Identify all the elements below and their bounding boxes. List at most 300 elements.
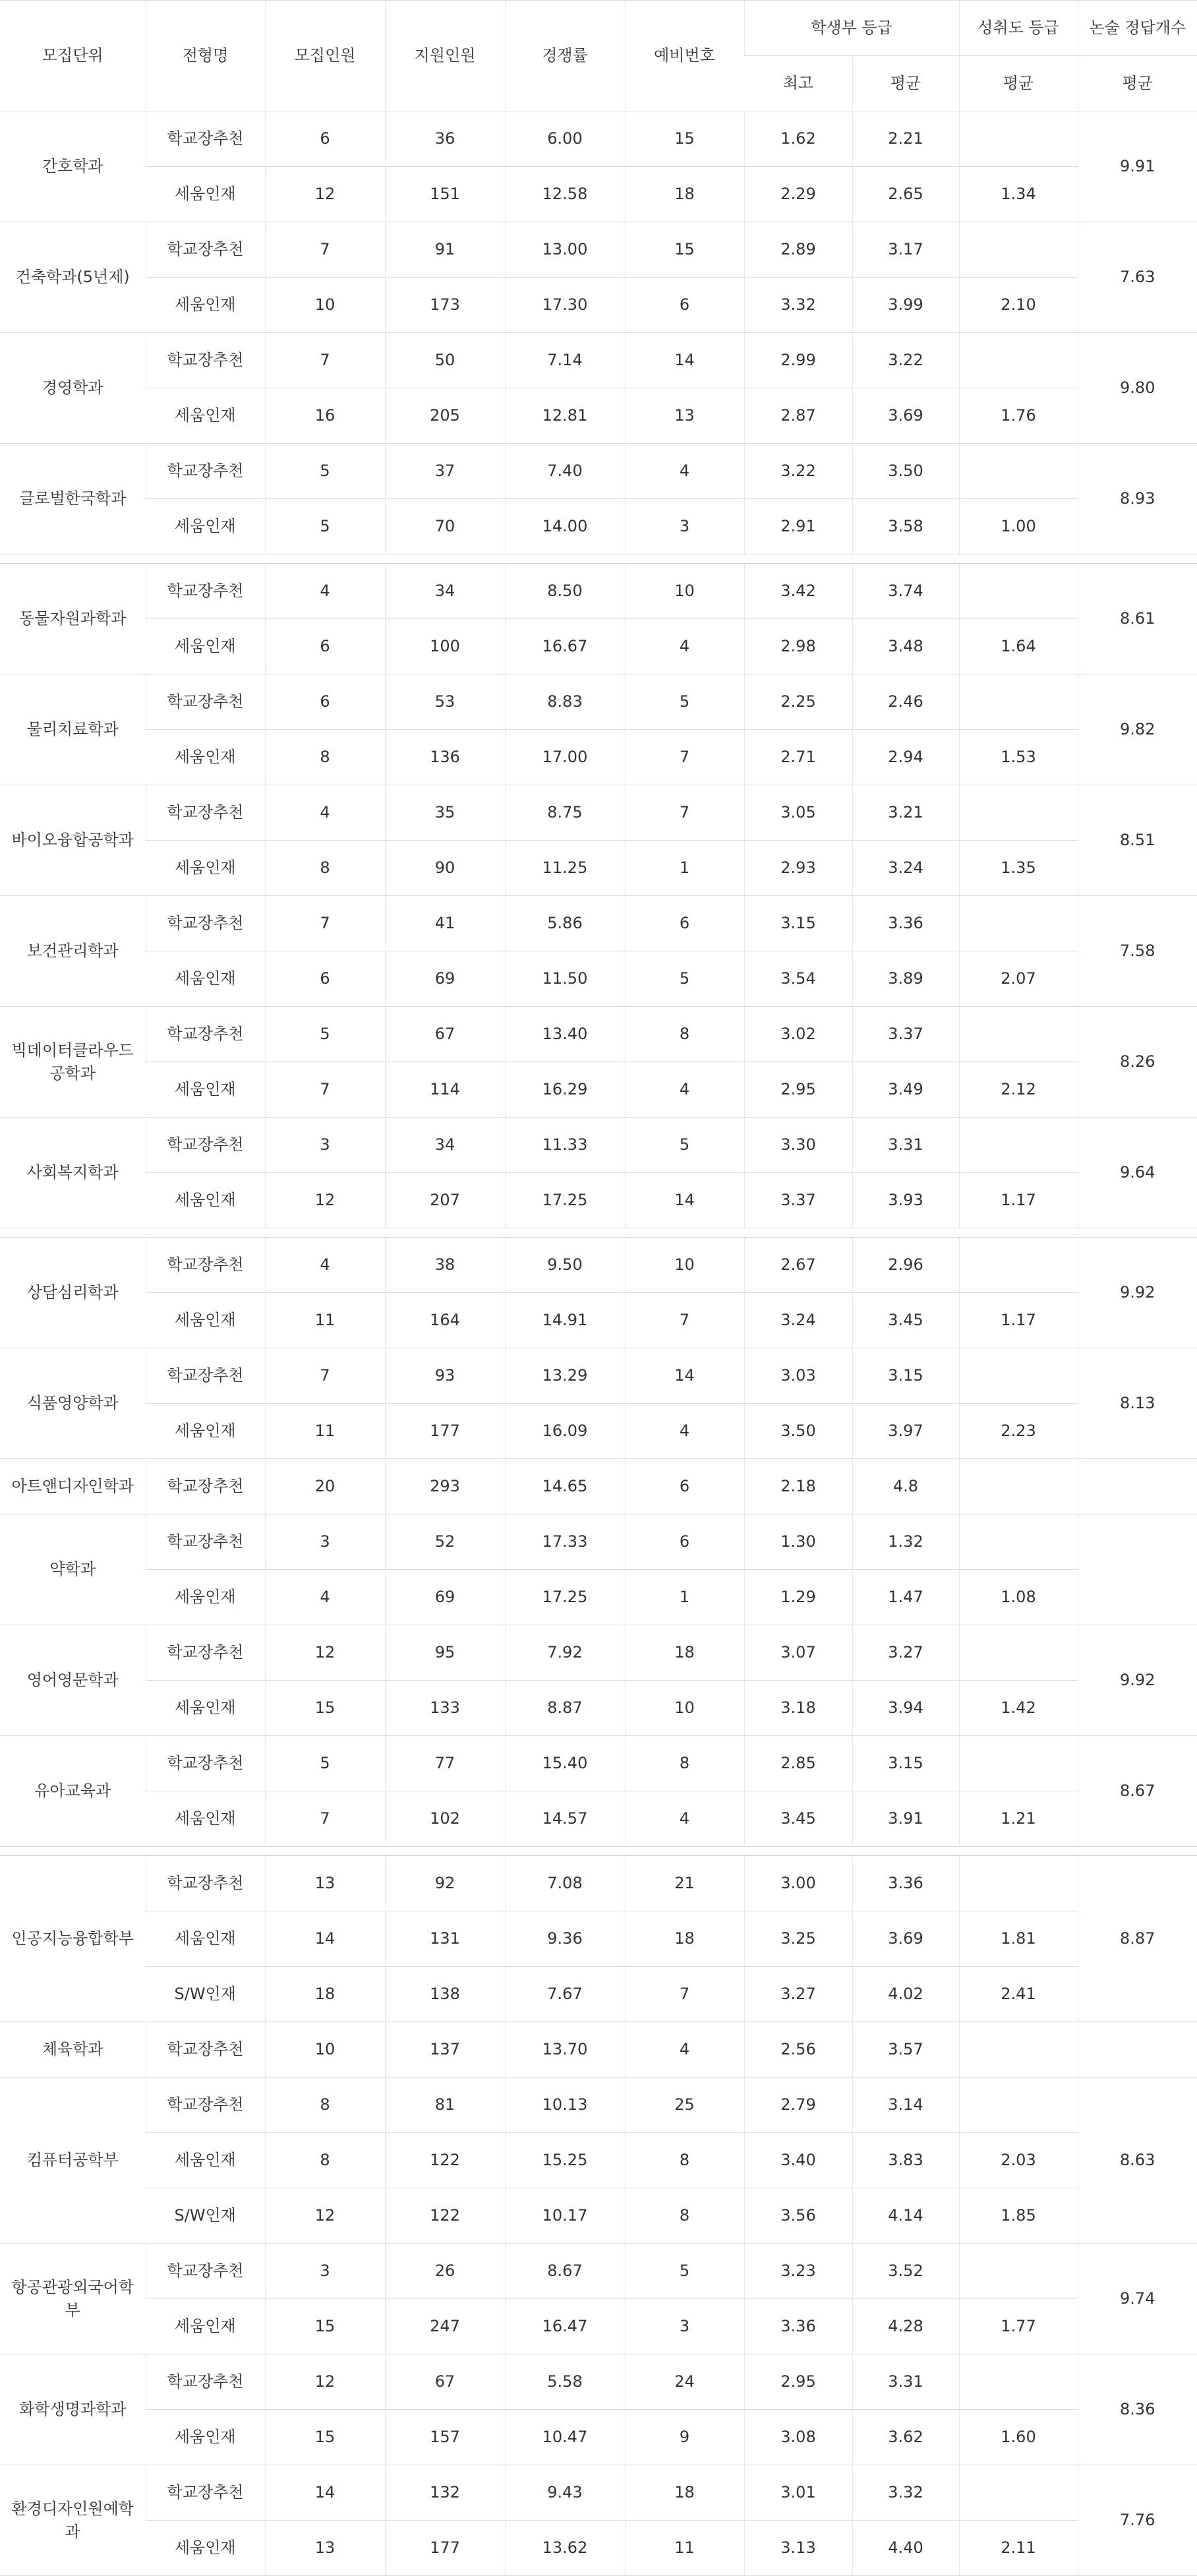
waitlist-number-cell: 4 (625, 1791, 744, 1847)
table-row (0, 1967, 1197, 2022)
competition-ratio-cell: 17.30 (505, 278, 625, 333)
quota-cell: 8 (265, 730, 385, 785)
table-row (0, 167, 1197, 222)
essay-avg-cell: 8.36 (1078, 2354, 1197, 2465)
header-grade-avg: 평균 (852, 56, 959, 111)
waitlist-number-cell: 8 (625, 1736, 744, 1791)
essay-avg-cell (1078, 1514, 1197, 1625)
admission-type-cell: 학교장추천 (146, 1238, 265, 1293)
waitlist-number-cell: 10 (625, 564, 744, 619)
competition-ratio-cell: 7.40 (505, 444, 625, 499)
header-competition-ratio: 경쟁률 (505, 1, 625, 111)
competition-ratio-cell: 16.47 (505, 2299, 625, 2354)
waitlist-number-cell: 1 (625, 1570, 744, 1625)
dept-name-cell: 컴퓨터공학부 (0, 2078, 146, 2244)
grade-max-cell: 3.02 (744, 1007, 852, 1062)
essay-avg-cell: 8.61 (1078, 564, 1197, 674)
applicants-cell: 38 (385, 1238, 505, 1293)
achievement-avg-cell: 1.17 (959, 1173, 1078, 1228)
dept-name-cell: 영어영문학과 (0, 1625, 146, 1736)
waitlist-number-cell: 18 (625, 2465, 744, 2521)
quota-cell: 12 (265, 2188, 385, 2244)
grade-max-cell: 3.13 (744, 2521, 852, 2576)
achievement-avg-cell (959, 564, 1078, 619)
quota-cell: 15 (265, 2299, 385, 2354)
admission-type-cell: 학교장추천 (146, 564, 265, 619)
competition-ratio-cell: 9.43 (505, 2465, 625, 2521)
competition-ratio-cell: 17.25 (505, 1570, 625, 1625)
waitlist-number-cell: 18 (625, 1625, 744, 1681)
achievement-avg-cell (959, 444, 1078, 499)
waitlist-number-cell: 7 (625, 1293, 744, 1348)
admission-type-cell: 학교장추천 (146, 111, 265, 167)
grade-max-cell: 2.95 (744, 2354, 852, 2410)
competition-ratio-cell: 15.25 (505, 2133, 625, 2188)
admission-type-cell: 학교장추천 (146, 333, 265, 388)
achievement-avg-cell (959, 1007, 1078, 1062)
competition-ratio-cell: 7.08 (505, 1856, 625, 1911)
admission-type-cell: 세움인재 (146, 2410, 265, 2465)
waitlist-number-cell: 7 (625, 785, 744, 841)
essay-avg-cell: 8.13 (1078, 1348, 1197, 1459)
grade-max-cell: 2.93 (744, 841, 852, 896)
waitlist-number-cell: 4 (625, 619, 744, 674)
admission-type-cell: 세움인재 (146, 388, 265, 444)
grade-avg-cell: 3.14 (852, 2078, 959, 2133)
admission-type-cell: 학교장추천 (146, 2354, 265, 2410)
header-school-record-grade: 학생부 등급 (744, 1, 959, 56)
achievement-avg-cell: 1.21 (959, 1791, 1078, 1847)
quota-cell: 10 (265, 278, 385, 333)
competition-ratio-cell: 16.29 (505, 1062, 625, 1118)
achievement-avg-cell (959, 674, 1078, 730)
quota-cell: 6 (265, 619, 385, 674)
waitlist-number-cell: 11 (625, 2521, 744, 2576)
grade-max-cell: 2.85 (744, 1736, 852, 1791)
admission-type-cell: 학교장추천 (146, 2078, 265, 2133)
admission-type-cell: 학교장추천 (146, 2465, 265, 2521)
grade-avg-cell: 3.62 (852, 2410, 959, 2465)
table-row (0, 2521, 1197, 2576)
grade-avg-cell: 3.94 (852, 1681, 959, 1736)
table-row (0, 730, 1197, 785)
competition-ratio-cell: 6.00 (505, 111, 625, 167)
dept-name-cell: 물리치료학과 (0, 674, 146, 785)
grade-max-cell: 3.54 (744, 951, 852, 1007)
dept-name-cell: 빅데이터클라우드공학과 (0, 1007, 146, 1118)
applicants-cell: 53 (385, 674, 505, 730)
admission-type-cell: 학교장추천 (146, 785, 265, 841)
admission-type-cell: 세움인재 (146, 1911, 265, 1967)
waitlist-number-cell: 14 (625, 1173, 744, 1228)
group-separator-cell (0, 1847, 1197, 1856)
waitlist-number-cell: 5 (625, 674, 744, 730)
grade-avg-cell: 2.94 (852, 730, 959, 785)
applicants-cell: 81 (385, 2078, 505, 2133)
waitlist-number-cell: 4 (625, 444, 744, 499)
table-row (0, 619, 1197, 674)
achievement-avg-cell (959, 1856, 1078, 1911)
applicants-cell: 93 (385, 1348, 505, 1404)
applicants-cell: 138 (385, 1967, 505, 2022)
table-row (0, 2133, 1197, 2188)
waitlist-number-cell: 5 (625, 951, 744, 1007)
grade-max-cell: 3.01 (744, 2465, 852, 2521)
admission-type-cell: 학교장추천 (146, 1625, 265, 1681)
dept-name-cell: 인공지능융합학부 (0, 1856, 146, 2022)
competition-ratio-cell: 11.25 (505, 841, 625, 896)
grade-max-cell: 3.50 (744, 1404, 852, 1459)
grade-avg-cell: 3.21 (852, 785, 959, 841)
competition-ratio-cell: 8.87 (505, 1681, 625, 1736)
dept-name-cell: 경영학과 (0, 333, 146, 444)
quota-cell: 7 (265, 333, 385, 388)
grade-max-cell: 3.32 (744, 278, 852, 333)
applicants-cell: 67 (385, 1007, 505, 1062)
applicants-cell: 102 (385, 1791, 505, 1847)
applicants-cell: 41 (385, 896, 505, 951)
competition-ratio-cell: 13.62 (505, 2521, 625, 2576)
waitlist-number-cell: 13 (625, 388, 744, 444)
applicants-cell: 133 (385, 1681, 505, 1736)
quota-cell: 4 (265, 564, 385, 619)
waitlist-number-cell: 24 (625, 2354, 744, 2410)
waitlist-number-cell: 18 (625, 167, 744, 222)
achievement-avg-cell: 1.34 (959, 167, 1078, 222)
competition-ratio-cell: 7.14 (505, 333, 625, 388)
grade-avg-cell: 3.37 (852, 1007, 959, 1062)
admission-type-cell: 학교장추천 (146, 222, 265, 278)
header-achievement-avg: 평균 (959, 56, 1078, 111)
grade-avg-cell: 3.74 (852, 564, 959, 619)
table-row (0, 1791, 1197, 1847)
table-row (0, 222, 1197, 278)
quota-cell: 8 (265, 841, 385, 896)
dept-name-cell: 간호학과 (0, 111, 146, 222)
table-row (0, 333, 1197, 388)
dept-name-cell: 바이오융합공학과 (0, 785, 146, 896)
applicants-cell: 34 (385, 1118, 505, 1173)
grade-avg-cell: 3.15 (852, 1736, 959, 1791)
achievement-avg-cell (959, 1736, 1078, 1791)
grade-avg-cell: 3.58 (852, 499, 959, 554)
quota-cell: 6 (265, 951, 385, 1007)
achievement-avg-cell: 2.41 (959, 1967, 1078, 2022)
waitlist-number-cell: 5 (625, 1118, 744, 1173)
achievement-avg-cell: 2.10 (959, 278, 1078, 333)
grade-avg-cell: 4.8 (852, 1459, 959, 1514)
table-row (0, 1736, 1197, 1791)
quota-cell: 6 (265, 111, 385, 167)
essay-avg-cell: 7.58 (1078, 896, 1197, 1007)
quota-cell: 7 (265, 896, 385, 951)
grade-max-cell: 3.18 (744, 1681, 852, 1736)
waitlist-number-cell: 3 (625, 499, 744, 554)
grade-avg-cell: 2.65 (852, 167, 959, 222)
competition-ratio-cell: 12.58 (505, 167, 625, 222)
waitlist-number-cell: 1 (625, 841, 744, 896)
grade-max-cell: 3.22 (744, 444, 852, 499)
quota-cell: 3 (265, 1514, 385, 1570)
dept-name-cell: 글로벌한국학과 (0, 444, 146, 554)
grade-avg-cell: 1.47 (852, 1570, 959, 1625)
achievement-avg-cell (959, 1118, 1078, 1173)
grade-max-cell: 2.67 (744, 1238, 852, 1293)
applicants-cell: 114 (385, 1062, 505, 1118)
table-row (0, 2078, 1197, 2133)
table-row (0, 2022, 1197, 2078)
dept-name-cell: 건축학과(5년제) (0, 222, 146, 333)
achievement-avg-cell (959, 2244, 1078, 2299)
table-row (0, 564, 1197, 619)
grade-avg-cell: 1.32 (852, 1514, 959, 1570)
waitlist-number-cell: 8 (625, 1007, 744, 1062)
admission-type-cell: 세움인재 (146, 499, 265, 554)
grade-avg-cell: 3.52 (852, 2244, 959, 2299)
achievement-avg-cell (959, 111, 1078, 167)
table-row (0, 444, 1197, 499)
dept-name-cell: 동물자원과학과 (0, 564, 146, 674)
applicants-cell: 52 (385, 1514, 505, 1570)
admission-type-cell: 학교장추천 (146, 1856, 265, 1911)
grade-max-cell: 2.91 (744, 499, 852, 554)
table-row (0, 1118, 1197, 1173)
admission-type-cell: 학교장추천 (146, 1514, 265, 1570)
achievement-avg-cell (959, 2078, 1078, 2133)
header-quota: 모집인원 (265, 1, 385, 111)
dept-name-cell: 상담심리학과 (0, 1238, 146, 1348)
grade-max-cell: 2.95 (744, 1062, 852, 1118)
waitlist-number-cell: 7 (625, 730, 744, 785)
competition-ratio-cell: 11.33 (505, 1118, 625, 1173)
grade-avg-cell: 3.50 (852, 444, 959, 499)
competition-ratio-cell: 8.75 (505, 785, 625, 841)
group-separator (0, 554, 1197, 564)
applicants-cell: 69 (385, 1570, 505, 1625)
dept-name-cell: 체육학과 (0, 2022, 146, 2078)
achievement-avg-cell (959, 1625, 1078, 1681)
quota-cell: 8 (265, 2133, 385, 2188)
header-dept: 모집단위 (0, 1, 146, 111)
admission-type-cell: 학교장추천 (146, 2244, 265, 2299)
competition-ratio-cell: 9.36 (505, 1911, 625, 1967)
quota-cell: 10 (265, 2022, 385, 2078)
admission-type-cell: 학교장추천 (146, 1118, 265, 1173)
dept-name-cell: 약학과 (0, 1514, 146, 1625)
achievement-avg-cell: 1.85 (959, 2188, 1078, 2244)
applicants-cell: 205 (385, 388, 505, 444)
essay-avg-cell: 8.67 (1078, 1736, 1197, 1847)
grade-max-cell: 3.15 (744, 896, 852, 951)
grade-avg-cell: 3.15 (852, 1348, 959, 1404)
quota-cell: 8 (265, 2078, 385, 2133)
competition-ratio-cell: 12.81 (505, 388, 625, 444)
table-row (0, 1911, 1197, 1967)
table-row (0, 674, 1197, 730)
admission-type-cell: 세움인재 (146, 1404, 265, 1459)
admission-type-cell: 학교장추천 (146, 1348, 265, 1404)
grade-avg-cell: 3.99 (852, 278, 959, 333)
competition-ratio-cell: 14.00 (505, 499, 625, 554)
achievement-avg-cell: 1.00 (959, 499, 1078, 554)
table-row (0, 785, 1197, 841)
grade-max-cell: 3.24 (744, 1293, 852, 1348)
waitlist-number-cell: 10 (625, 1238, 744, 1293)
table-row (0, 1625, 1197, 1681)
essay-avg-cell: 9.92 (1078, 1625, 1197, 1736)
header-waitlist-number: 예비번호 (625, 1, 744, 111)
achievement-avg-cell (959, 1348, 1078, 1404)
essay-avg-cell: 8.93 (1078, 444, 1197, 554)
quota-cell: 20 (265, 1459, 385, 1514)
grade-max-cell: 1.62 (744, 111, 852, 167)
achievement-avg-cell (959, 222, 1078, 278)
essay-avg-cell: 9.80 (1078, 333, 1197, 444)
admission-type-cell: 세움인재 (146, 951, 265, 1007)
admission-type-cell: 학교장추천 (146, 896, 265, 951)
admission-type-cell: 학교장추천 (146, 444, 265, 499)
quota-cell: 12 (265, 1173, 385, 1228)
achievement-avg-cell (959, 785, 1078, 841)
competition-ratio-cell: 9.50 (505, 1238, 625, 1293)
quota-cell: 13 (265, 1856, 385, 1911)
quota-cell: 14 (265, 2465, 385, 2521)
competition-ratio-cell: 10.47 (505, 2410, 625, 2465)
competition-ratio-cell: 8.83 (505, 674, 625, 730)
quota-cell: 16 (265, 388, 385, 444)
applicants-cell: 122 (385, 2188, 505, 2244)
quota-cell: 7 (265, 1348, 385, 1404)
table-row (0, 1856, 1197, 1911)
group-separator-cell (0, 554, 1197, 564)
quota-cell: 7 (265, 1791, 385, 1847)
table-row (0, 1348, 1197, 1404)
grade-avg-cell: 4.40 (852, 2521, 959, 2576)
grade-max-cell: 2.56 (744, 2022, 852, 2078)
quota-cell: 15 (265, 1681, 385, 1736)
grade-avg-cell: 3.89 (852, 951, 959, 1007)
achievement-avg-cell: 2.23 (959, 1404, 1078, 1459)
table-row (0, 1459, 1197, 1514)
essay-avg-cell: 8.26 (1078, 1007, 1197, 1118)
waitlist-number-cell: 10 (625, 1681, 744, 1736)
admission-type-cell: 세움인재 (146, 2299, 265, 2354)
competition-ratio-cell: 5.58 (505, 2354, 625, 2410)
essay-avg-cell: 9.64 (1078, 1118, 1197, 1228)
applicants-cell: 50 (385, 333, 505, 388)
grade-max-cell: 2.89 (744, 222, 852, 278)
quota-cell: 4 (265, 1570, 385, 1625)
quota-cell: 5 (265, 1736, 385, 1791)
essay-avg-cell (1078, 2022, 1197, 2078)
grade-max-cell: 3.27 (744, 1967, 852, 2022)
applicants-cell: 100 (385, 619, 505, 674)
grade-avg-cell: 3.49 (852, 1062, 959, 1118)
waitlist-number-cell: 8 (625, 2188, 744, 2244)
achievement-avg-cell (959, 2354, 1078, 2410)
achievement-avg-cell (959, 2465, 1078, 2521)
competition-ratio-cell: 13.00 (505, 222, 625, 278)
quota-cell: 15 (265, 2410, 385, 2465)
table-row (0, 2299, 1197, 2354)
achievement-avg-cell (959, 896, 1078, 951)
competition-ratio-cell: 13.29 (505, 1348, 625, 1404)
grade-avg-cell: 3.27 (852, 1625, 959, 1681)
waitlist-number-cell: 9 (625, 2410, 744, 2465)
group-separator-cell (0, 1228, 1197, 1238)
applicants-cell: 247 (385, 2299, 505, 2354)
achievement-avg-cell: 1.60 (959, 2410, 1078, 2465)
grade-avg-cell: 3.31 (852, 1118, 959, 1173)
waitlist-number-cell: 6 (625, 1514, 744, 1570)
applicants-cell: 95 (385, 1625, 505, 1681)
waitlist-number-cell: 15 (625, 111, 744, 167)
competition-ratio-cell: 16.09 (505, 1404, 625, 1459)
header-achievement-grade: 성취도 등급 (959, 1, 1078, 56)
admission-type-cell: 세움인재 (146, 1791, 265, 1847)
admission-type-cell: 세움인재 (146, 2521, 265, 2576)
waitlist-number-cell: 5 (625, 2244, 744, 2299)
applicants-cell: 91 (385, 222, 505, 278)
applicants-cell: 177 (385, 2521, 505, 2576)
applicants-cell: 164 (385, 1293, 505, 1348)
competition-ratio-cell: 15.40 (505, 1736, 625, 1791)
admission-type-cell: 학교장추천 (146, 2022, 265, 2078)
quota-cell: 5 (265, 499, 385, 554)
grade-avg-cell: 3.22 (852, 333, 959, 388)
table-row (0, 1681, 1197, 1736)
grade-max-cell: 3.08 (744, 2410, 852, 2465)
admission-type-cell: 세움인재 (146, 1173, 265, 1228)
achievement-avg-cell: 1.08 (959, 1570, 1078, 1625)
admission-type-cell: 세움인재 (146, 841, 265, 896)
quota-cell: 6 (265, 674, 385, 730)
admission-type-cell: 세움인재 (146, 1293, 265, 1348)
grade-avg-cell: 3.36 (852, 1856, 959, 1911)
competition-ratio-cell: 7.67 (505, 1967, 625, 2022)
applicants-cell: 90 (385, 841, 505, 896)
grade-max-cell: 3.56 (744, 2188, 852, 2244)
grade-avg-cell: 3.17 (852, 222, 959, 278)
essay-avg-cell: 7.76 (1078, 2465, 1197, 2576)
grade-max-cell: 2.79 (744, 2078, 852, 2133)
quota-cell: 11 (265, 1293, 385, 1348)
grade-avg-cell: 4.14 (852, 2188, 959, 2244)
waitlist-number-cell: 4 (625, 2022, 744, 2078)
table-row (0, 499, 1197, 554)
table-row (0, 1514, 1197, 1570)
grade-avg-cell: 3.69 (852, 1911, 959, 1967)
dept-name-cell: 환경디자인원예학과 (0, 2465, 146, 2576)
achievement-avg-cell: 2.12 (959, 1062, 1078, 1118)
table-row (0, 896, 1197, 951)
applicants-cell: 37 (385, 444, 505, 499)
dept-name-cell: 항공관광외국어학부 (0, 2244, 146, 2354)
admission-type-cell: S/W인재 (146, 1967, 265, 2022)
header-admission-type: 전형명 (146, 1, 265, 111)
grade-avg-cell: 2.96 (852, 1238, 959, 1293)
table-row (0, 2188, 1197, 2244)
table-row (0, 1173, 1197, 1228)
applicants-cell: 36 (385, 111, 505, 167)
essay-avg-cell (1078, 1459, 1197, 1514)
grade-max-cell: 2.18 (744, 1459, 852, 1514)
competition-ratio-cell: 8.50 (505, 564, 625, 619)
applicants-cell: 70 (385, 499, 505, 554)
quota-cell: 12 (265, 167, 385, 222)
waitlist-number-cell: 4 (625, 1062, 744, 1118)
admission-type-cell: 세움인재 (146, 1570, 265, 1625)
